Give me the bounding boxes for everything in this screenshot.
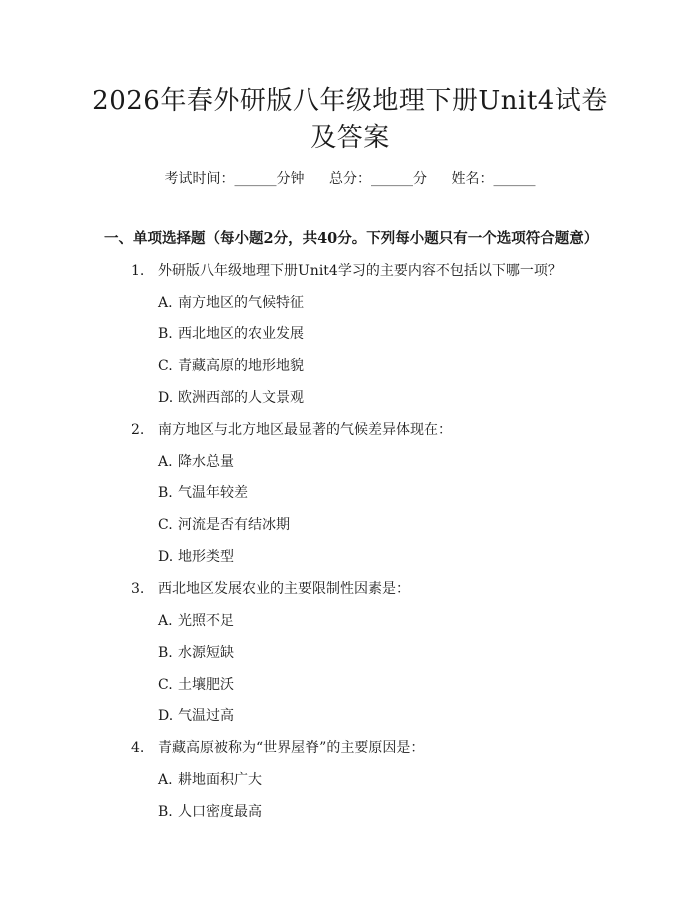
option-letter: B. (158, 804, 173, 820)
question-1-option-b (158, 325, 304, 343)
question-number: 2. (131, 422, 145, 438)
option-letter: C. (158, 517, 173, 533)
option-letter: A. (158, 613, 173, 629)
total-score-field: 总分：______分 (329, 171, 427, 187)
option-letter: C. (158, 677, 173, 693)
question-text: 南方地区与北方地区最显著的气候差异体现在： (158, 422, 452, 438)
question-number: 4. (131, 740, 145, 756)
option-letter: A. (158, 772, 173, 788)
option-letter: C. (158, 358, 173, 374)
option-letter: A. (158, 454, 173, 470)
question-3-option-a (158, 612, 234, 630)
option-text: 气温过高 (178, 708, 234, 724)
question-1-option-c (158, 357, 304, 375)
question-1-option-d (158, 389, 304, 407)
option-text: 光照不足 (178, 613, 234, 629)
document-title-line1: 2026年春外研版八年级地理下册Unit4试卷 (92, 86, 608, 116)
question-number: 3. (131, 581, 145, 597)
option-letter: A. (158, 295, 173, 311)
option-text: 地形类型 (178, 549, 234, 565)
document-title-line2: 及答案 (310, 123, 390, 153)
section-heading: 一、单项选择题（每小题2分，共40分。下列每小题只有一个选项符合题意） (104, 230, 599, 247)
question-4-option-a (158, 771, 262, 789)
question-text: 外研版八年级地理下册Unit4学习的主要内容不包括以下哪一项？ (158, 263, 562, 279)
question-3 (131, 580, 410, 598)
question-3-option-b (158, 644, 234, 662)
option-text: 河流是否有结冰期 (178, 517, 290, 533)
option-text: 水源短缺 (178, 645, 234, 661)
exam-time-field: 考试时间：______分钟 (164, 171, 305, 187)
option-text: 西北地区的农业发展 (178, 326, 304, 342)
option-text: 耕地面积广大 (178, 772, 262, 788)
option-text: 人口密度最高 (178, 804, 262, 820)
question-text: 西北地区发展农业的主要限制性因素是： (158, 581, 410, 597)
option-text: 土壤肥沃 (178, 677, 234, 693)
option-letter: D. (158, 708, 174, 724)
question-3-option-c (158, 676, 234, 694)
question-2-option-b (158, 484, 248, 502)
question-4 (131, 739, 424, 757)
question-number: 1. (131, 263, 145, 279)
option-text: 南方地区的气候特征 (178, 295, 304, 311)
question-2 (131, 421, 452, 439)
question-3-option-d (158, 707, 234, 725)
question-4-option-b (158, 803, 262, 821)
question-2-option-d (158, 548, 234, 566)
question-2-option-a (158, 453, 234, 471)
student-name-field: 姓名：______ (451, 171, 536, 187)
question-2-option-c (158, 516, 290, 534)
question-1-option-a (158, 294, 304, 312)
option-letter: B. (158, 326, 173, 342)
option-letter: D. (158, 390, 174, 406)
option-text: 降水总量 (178, 454, 234, 470)
exam-meta-line (0, 170, 700, 188)
question-1 (131, 262, 562, 280)
option-text: 欧洲西部的人文景观 (178, 390, 304, 406)
option-text: 青藏高原的地形地貌 (178, 358, 304, 374)
question-text: 青藏高原被称为“世界屋脊”的主要原因是： (158, 740, 425, 756)
option-letter: D. (158, 549, 174, 565)
option-letter: B. (158, 485, 173, 501)
option-text: 气温年较差 (178, 485, 248, 501)
option-letter: B. (158, 645, 173, 661)
